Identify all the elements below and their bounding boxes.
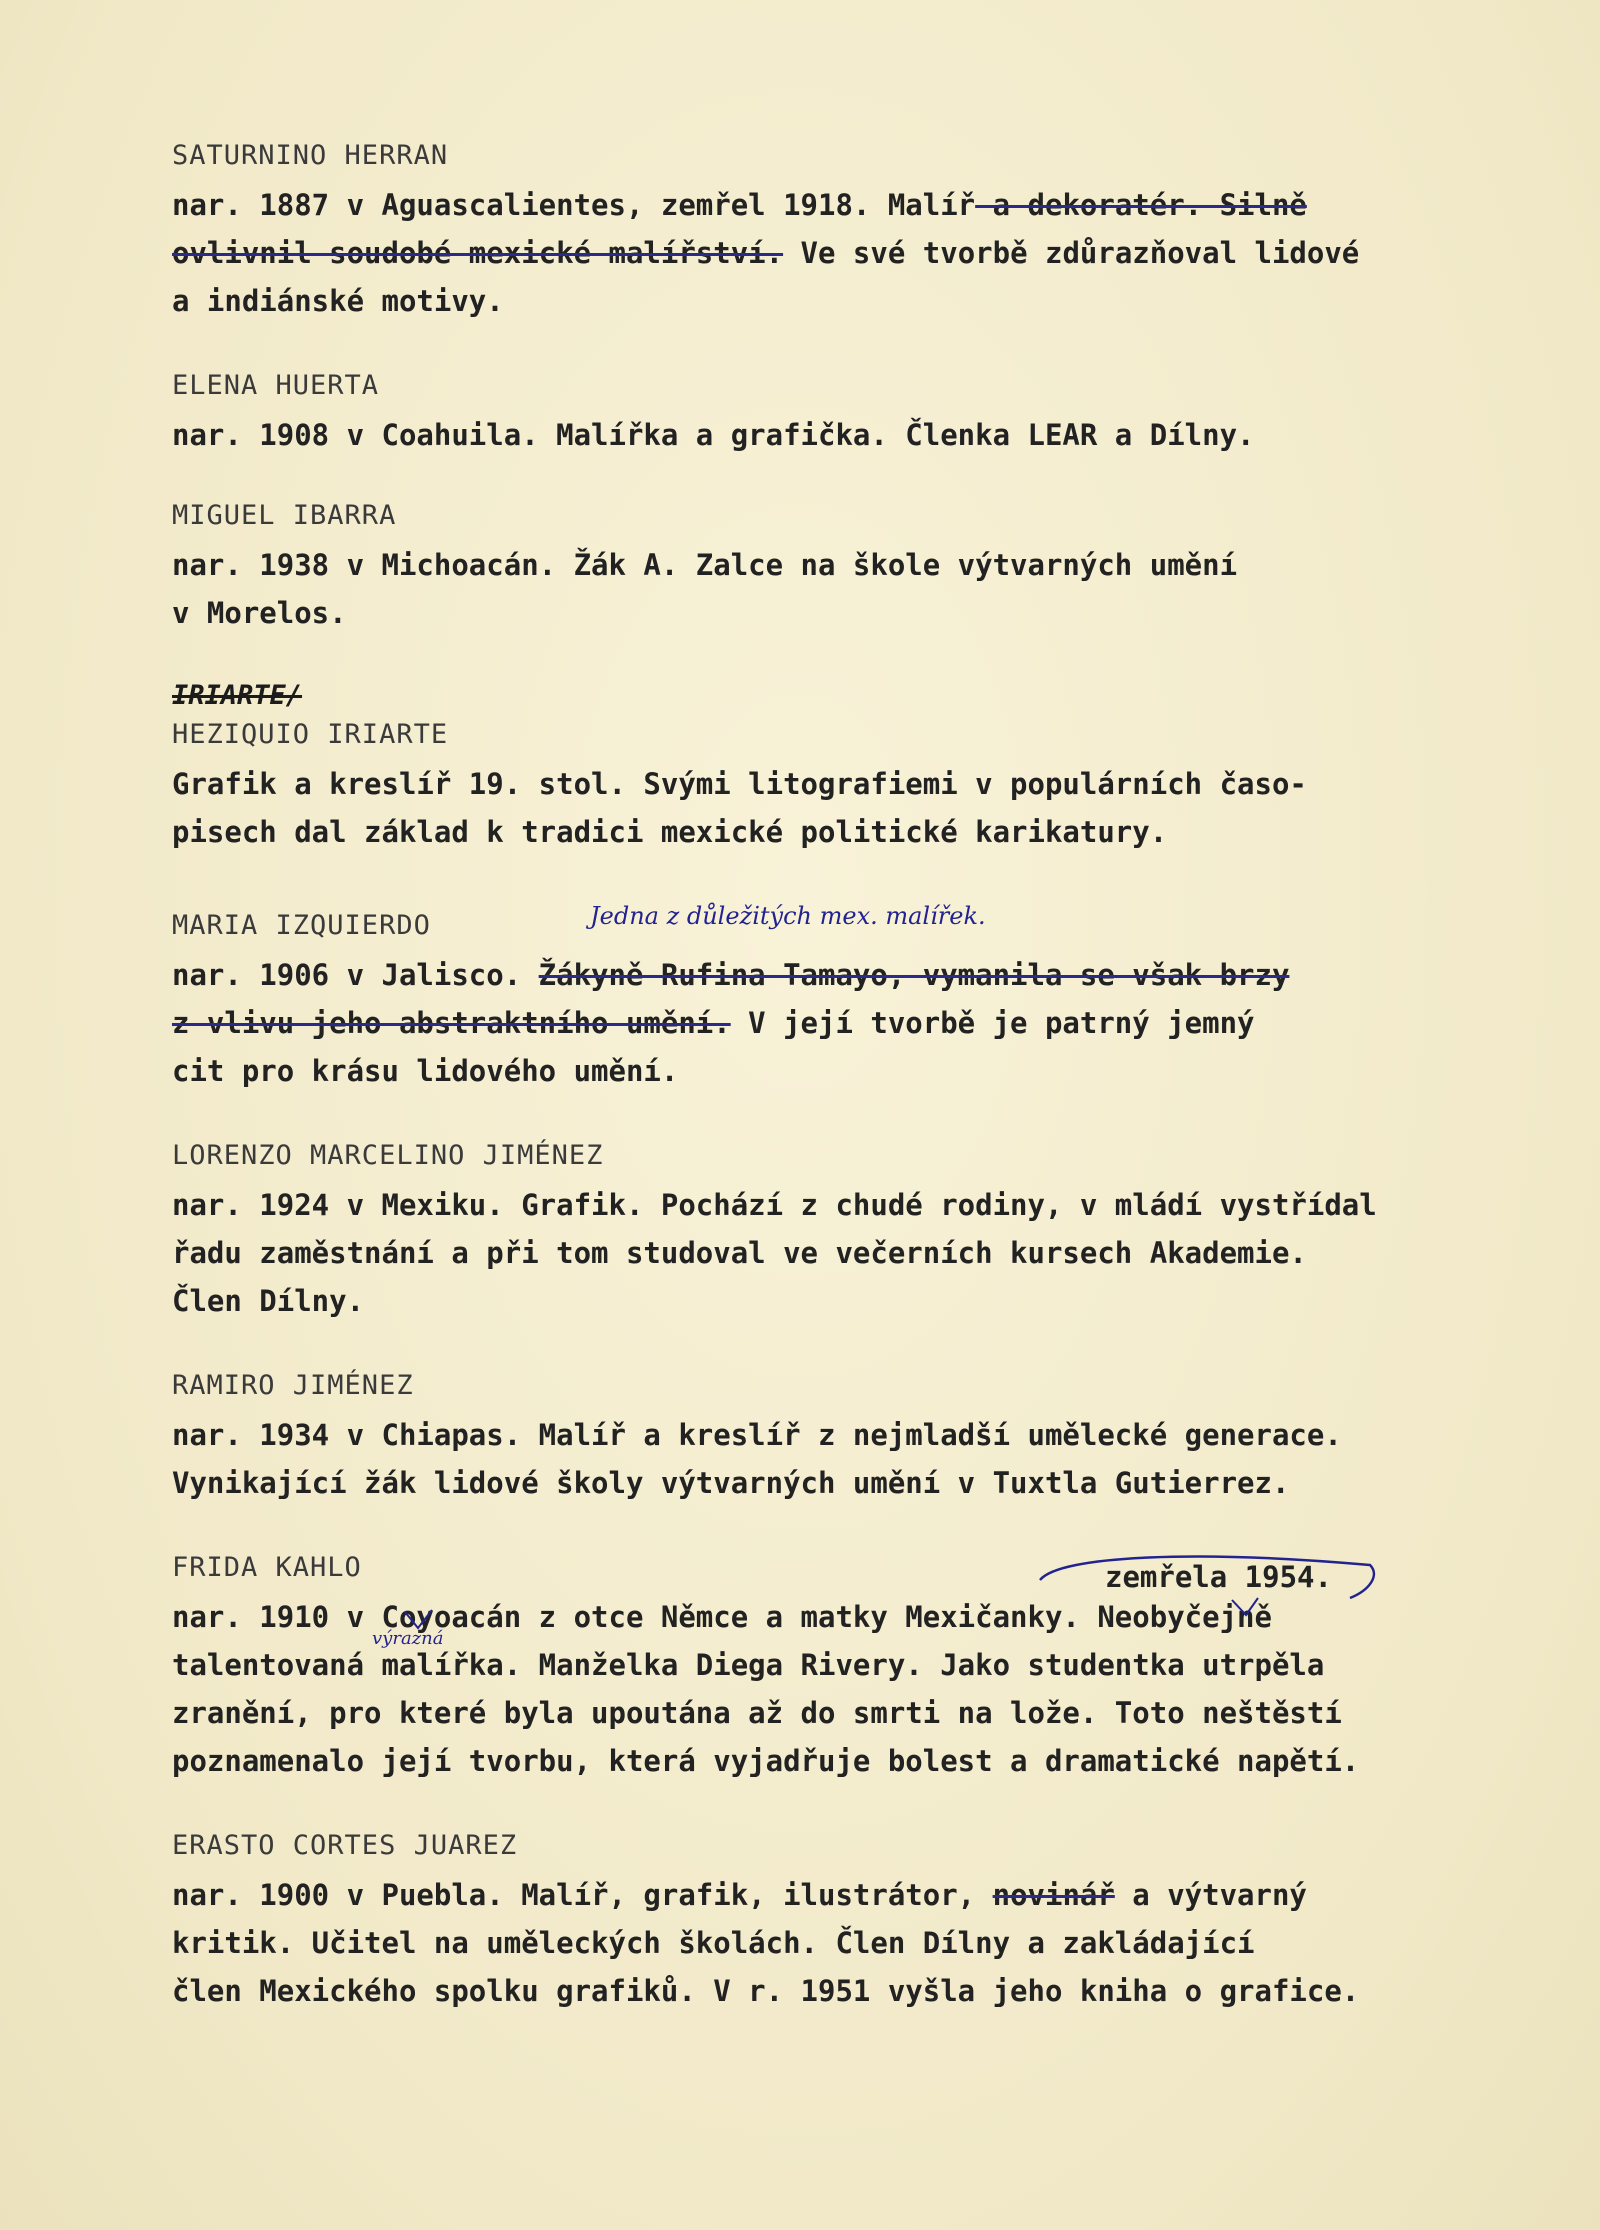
entry-line: Grafik a kreslíř 19. stol. Svými litografiemi v populárních časo- [172, 767, 1307, 801]
entry-name: FRIDA KAHLO [172, 1552, 362, 1583]
struck-text: novinář [992, 1878, 1115, 1912]
entry-line: cit pro krásu lidového umění. [172, 1054, 679, 1088]
caret-mark [405, 1610, 432, 1628]
entry-name: ERASTO CORTES JUAREZ [172, 1830, 518, 1861]
text-run: nar. 1906 v Jalisco. [172, 958, 539, 992]
entry-line: pisech dal základ k tradici mexické politické karikatury. [172, 815, 1168, 849]
text-run: Ve své tvorbě zdůrazňoval lidové [783, 236, 1360, 270]
struck-text: z vlivu jeho abstraktního umění. [172, 1006, 731, 1040]
handwritten-note: Jedna z důležitých mex. malířek. [590, 902, 986, 930]
text-run: nar. 1900 v Puebla. Malíř, grafik, ilustrátor, [172, 1878, 993, 1912]
entry-line: nar. 1924 v Mexiku. Grafik. Pochází z chudé rodiny, v mládí vystřídal [172, 1188, 1377, 1222]
struck-text: a dekoratér. Silně [975, 188, 1307, 222]
insertion-arc [1040, 1557, 1374, 1598]
entry-name: LORENZO MARCELINO JIMÉNEZ [172, 1140, 604, 1171]
entry-name: MIGUEL IBARRA [172, 500, 397, 531]
entry-line: Člen Dílny. [172, 1284, 365, 1318]
struck-text: Žákyně Rufina Tamayo, vymanila se však brzy [538, 958, 1290, 992]
entry-name: MARIA IZQUIERDO [172, 910, 431, 941]
text-run: V její tvorbě je patrný jemný [730, 1006, 1255, 1040]
text-run: nar. 1887 v Aguascalientes, zemřel 1918. Malíř [172, 188, 976, 222]
entry-line: člen Mexického spolku grafiků. V r. 1951 vyšla jeho kniha o grafice. [172, 1974, 1360, 2008]
entry-name: RAMIRO JIMÉNEZ [172, 1370, 414, 1401]
typed-insertion: zemřela 1954. [1105, 1560, 1332, 1594]
struck-text: ovlivnil soudobé mexické malířství. [172, 236, 784, 270]
entry-line: zranění, pro které byla upoutána až do smrti na lože. Toto neštěstí [172, 1696, 1342, 1730]
entry-line: nar. 1934 v Chiapas. Malíř a kreslíř z nejmladší umělecké generace. [172, 1418, 1342, 1452]
entry-line: Vynikající žák lidové školy výtvarných umění v Tuxtla Gutierrez. [172, 1466, 1290, 1500]
entry-name: HEZIQUIO IRIARTE [172, 719, 449, 750]
entry-name: SATURNINO HERRAN [172, 140, 449, 171]
entry-line: kritik. Učitel na uměleckých školách. Člen Dílny a zakládající [172, 1926, 1255, 1960]
entry-name: ELENA HUERTA [172, 370, 380, 401]
entry-line: poznamenalo její tvorbu, která vyjadřuje bolest a dramatické napětí. [172, 1744, 1360, 1778]
entry-line: nar. 1908 v Coahuila. Malířka a grafička. Členka LEAR a Dílny. [172, 418, 1255, 452]
entry-line: nar. 1910 v Coyoacán z otce Němce a matky Mexičanky. Neobyčejně [172, 1600, 1272, 1634]
handwritten-note: výrazná [372, 1628, 444, 1649]
text-run: a výtvarný [1114, 1878, 1307, 1912]
crossed-heading: IRIARTE/ [172, 680, 303, 711]
caret-mark [1232, 1598, 1258, 1615]
entry-line: a indiánské motivy. [172, 284, 504, 318]
entry-line: řadu zaměstnání a při tom studoval ve večerních kursech Akademie. [172, 1236, 1307, 1270]
entry-line: talentovaná malířka. Manželka Diega Rivery. Jako studentka utrpěla [172, 1648, 1325, 1682]
entry-line: nar. 1938 v Michoacán. Žák A. Zalce na škole výtvarných umění [172, 548, 1238, 582]
entry-line: v Morelos. [172, 596, 347, 630]
